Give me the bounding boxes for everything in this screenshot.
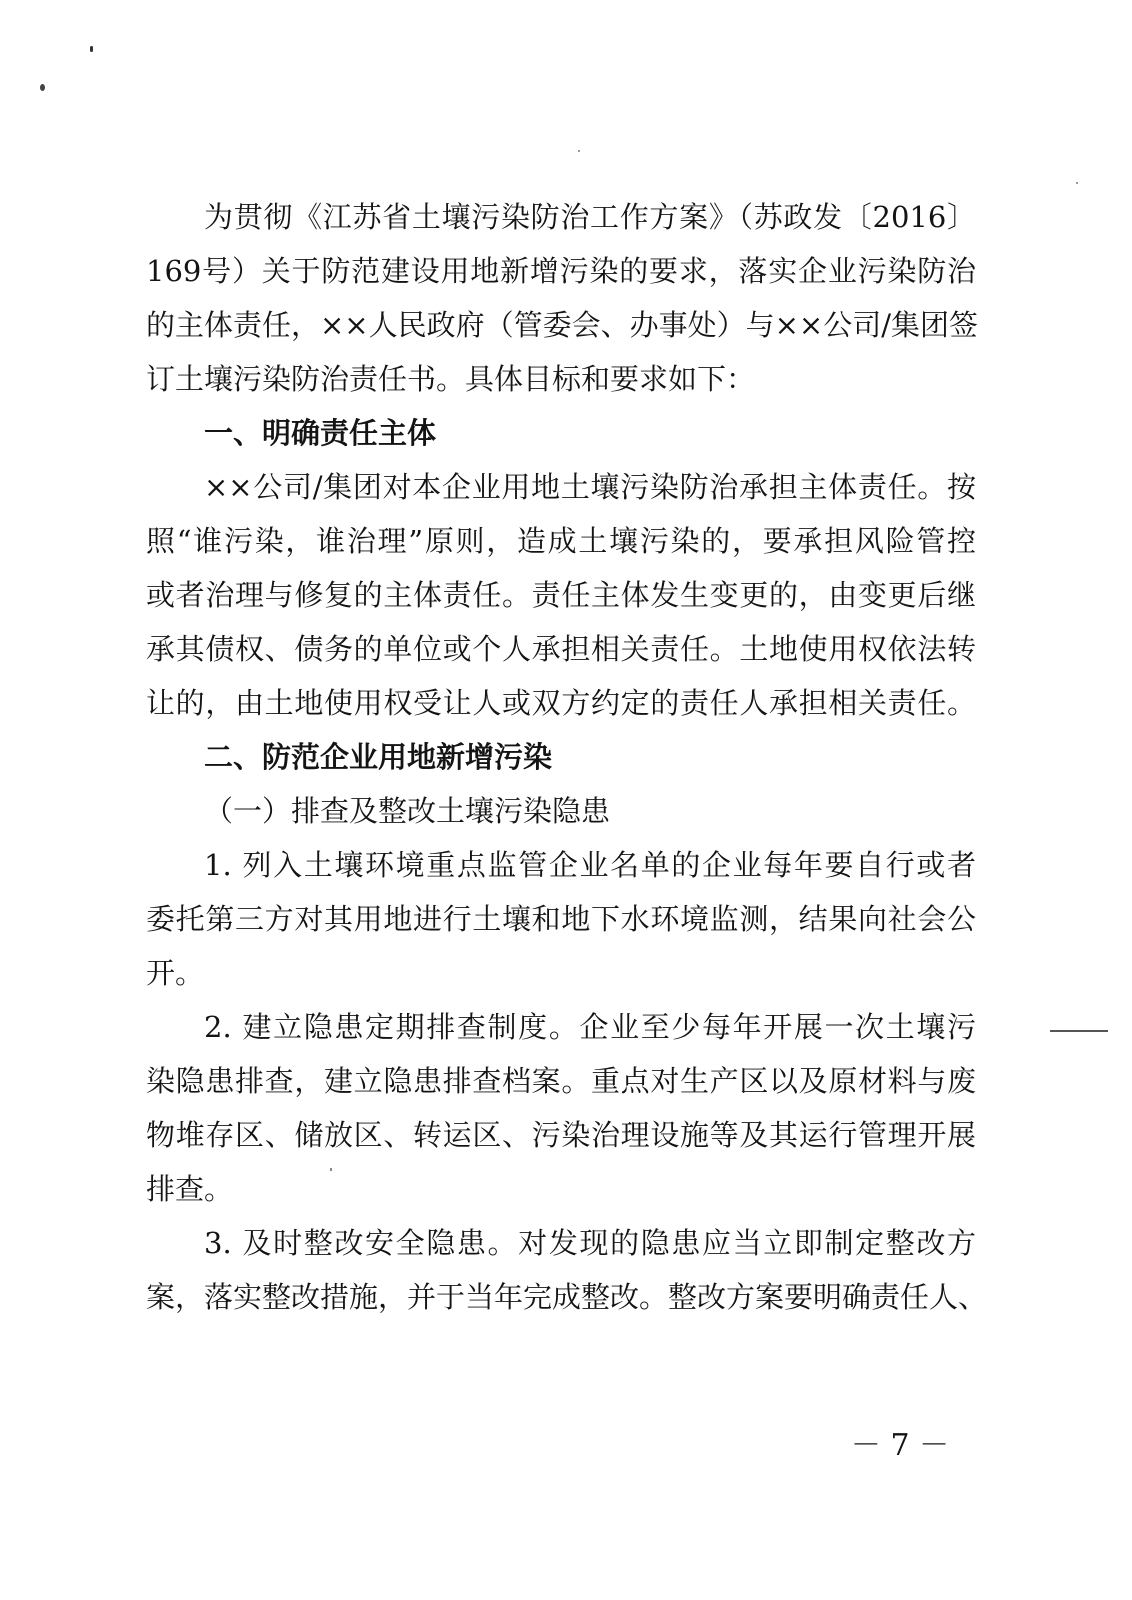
- scan-speck: [90, 46, 93, 52]
- item-2-line: 染隐患排查，建立隐患排查档案。重点对生产区以及原材料与废: [146, 1064, 976, 1098]
- item-2-line: 2. 建立隐患定期排查制度。企业至少每年开展一次土壤污: [204, 1010, 976, 1044]
- page-number: － 7 －: [850, 1428, 950, 1463]
- section-1-heading: 一、明确责任主体: [204, 416, 437, 450]
- item-2-line: 排查。: [146, 1172, 234, 1206]
- scan-speck: [1076, 182, 1078, 184]
- section-2-sub-heading: （一）排查及整改土壤污染隐患: [204, 794, 611, 828]
- document-body: [146, 190, 988, 1324]
- item-2-line: 物堆存区、储放区、转运区、污染治理设施等及其运行管理开展: [146, 1118, 976, 1152]
- section-1-line: 或者治理与修复的主体责任。责任主体发生变更的，由变更后继: [146, 578, 976, 612]
- item-3-paragraph: [146, 1216, 988, 1324]
- section-2-heading: 二、防范企业用地新增污染: [204, 740, 553, 774]
- intro-line: 为贯彻《江苏省土壤污染防治工作方案》（苏政发〔2016〕: [204, 200, 976, 234]
- item-2-paragraph: [146, 1000, 976, 1216]
- item-3-line: 3. 及时整改安全隐患。对发现的隐患应当立即制定整改方: [204, 1226, 976, 1260]
- section-1-line: 承其债权、债务的单位或个人承担相关责任。土地使用权依法转: [146, 632, 976, 666]
- section-1-line: 让的，由土地使用权受让人或双方约定的责任人承担相关责任。: [146, 686, 976, 720]
- item-1-line: 1. 列入土壤环境重点监管企业名单的企业每年要自行或者: [204, 848, 976, 882]
- intro-line: 169号）关于防范建设用地新增污染的要求，落实企业污染防治: [146, 254, 976, 288]
- scan-line-mark: [1050, 1030, 1108, 1032]
- item-1-paragraph: [146, 838, 976, 1000]
- section-1-paragraph: [146, 460, 976, 730]
- intro-paragraph: [146, 190, 976, 406]
- item-3-line: 案，落实整改措施，并于当年完成整改。整改方案要明确责任人、: [146, 1280, 988, 1314]
- section-1-line: 照“谁污染，谁治理”原则，造成土壤污染的，要承担风险管控: [146, 524, 976, 558]
- scan-speck: [578, 150, 580, 152]
- item-1-line: 委托第三方对其用地进行土壤和地下水环境监测，结果向社会公: [146, 902, 976, 936]
- item-1-line: 开。: [146, 956, 205, 990]
- scan-speck: [40, 84, 45, 91]
- intro-line: 的主体责任，××人民政府（管委会、办事处）与××公司/集团签: [146, 308, 978, 342]
- section-1-line: ××公司/集团对本企业用地土壤污染防治承担主体责任。按: [204, 470, 976, 504]
- intro-line: 订土壤污染防治责任书。具体目标和要求如下：: [146, 362, 756, 396]
